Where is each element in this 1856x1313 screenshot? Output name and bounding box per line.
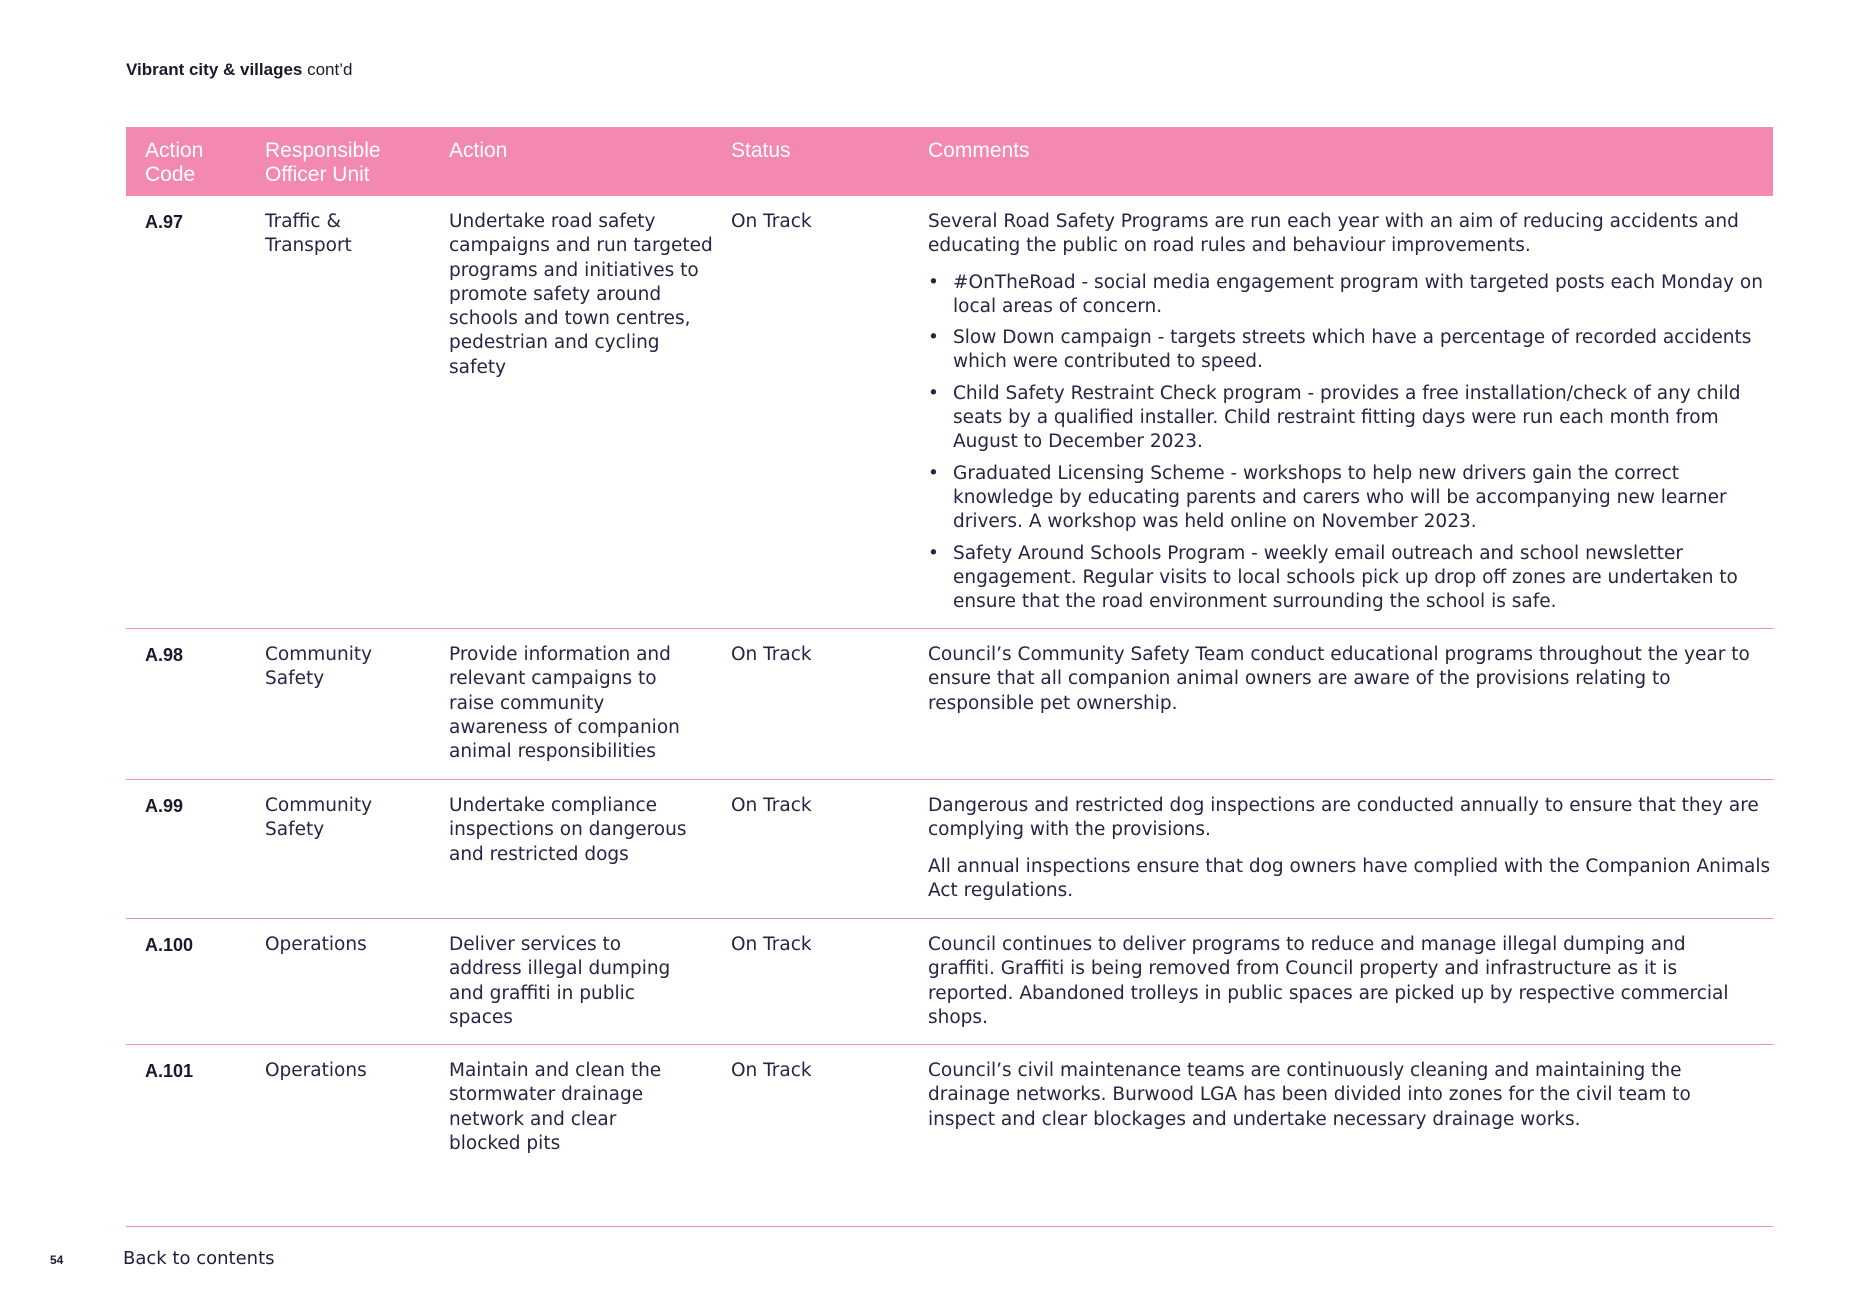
section-title: Vibrant city & villages [126, 60, 303, 79]
column-header-comments: Comments [928, 139, 1030, 162]
action-code: A.97 [145, 212, 184, 232]
table-header [126, 127, 1773, 196]
table-row [126, 919, 1773, 1045]
column-header-status: Status [731, 139, 791, 162]
bullet-icon: • [928, 542, 939, 564]
status-text: On Track [731, 934, 812, 955]
section-header [126, 60, 352, 80]
list-item [928, 326, 1773, 375]
list-item [928, 462, 1773, 535]
status-text: On Track [731, 644, 812, 665]
comment-paragraph: Dangerous and restricted dog inspections are conducted annually to ensure that they are complying with the provisions. [928, 795, 1759, 841]
bullet-icon: • [928, 327, 939, 349]
bullet-text: Slow Down campaign - targets streets which have a percentage of recorded accidents which were contributed to speed. [953, 327, 1752, 373]
bullet-icon: • [928, 271, 939, 293]
list-item [928, 382, 1773, 455]
table-row [126, 1045, 1773, 1215]
comment-paragraph: Council continues to deliver programs to reduce and manage illegal dumping and graffiti. Graffiti is being removed from Council property and infrastructure as it is reported. Abandoned trolleys in public spaces are picked up by respective commercial shops. [928, 934, 1729, 1028]
comments [928, 794, 1773, 915]
comment-paragraph: Council’s civil maintenance teams are continuously cleaning and maintaining the drainage networks. Burwood LGA has been divided into zones for the civil team to inspect and clear blockages and undertake necessary drainage works. [928, 1060, 1691, 1130]
actions-table [126, 127, 1773, 1215]
responsible-unit: Operations [265, 1060, 367, 1081]
back-to-contents-link[interactable]: Back to contents [123, 1248, 275, 1269]
bullet-text: #OnTheRoad - social media engagement program with targeted posts each Monday on local areas of concern. [953, 271, 1763, 317]
list-item [928, 271, 1773, 320]
action-text: Maintain and clean the stormwater drainage network and clear blocked pits [449, 1060, 662, 1154]
list-item [928, 542, 1773, 615]
comment-paragraph: Several Road Safety Programs are run each year with an aim of reducing accidents and educating the public on road rules and behaviour improvements. [928, 211, 1739, 257]
bullet-text: Graduated Licensing Scheme - workshops to help new drivers gain the correct knowledge by educating parents and carers who will be accompanying new learner drivers. A workshop was held online on November 2023. [953, 462, 1727, 533]
comments [928, 210, 1773, 621]
table-row [126, 780, 1773, 919]
action-text: Deliver services to address illegal dumping and graffiti in public spaces [449, 934, 671, 1028]
column-header-action-code: Action Code [145, 139, 204, 186]
bullet-icon: • [928, 462, 939, 484]
comments [928, 933, 1748, 1042]
table-row [126, 196, 1773, 629]
comment-paragraph: Council’s Community Safety Team conduct educational programs throughout the year to ensure that all companion animal owners are aware of the provisions relating to responsible pet ownership. [928, 644, 1750, 714]
action-text: Undertake compliance inspections on dangerous and restricted dogs [449, 795, 687, 865]
status-text: On Track [731, 795, 812, 816]
status-text: On Track [731, 211, 812, 232]
action-text: Undertake road safety campaigns and run targeted programs and initiatives to promote safety around schools and town centres, pedestrian and cycling safety [449, 211, 713, 378]
bullet-text: Safety Around Schools Program - weekly email outreach and school newsletter engagement. Regular visits to local schools pick up drop off zones are undertaken to ensure that the road environment surrounding the school is safe. [953, 542, 1738, 613]
comment-paragraph: All annual inspections ensure that dog owners have complied with the Companion Animals Act regulations. [928, 855, 1771, 901]
bullet-text: Child Safety Restraint Check program - provides a free installation/check of any child seats by a qualified installer. Child restraint fitting days were run each month from August to December 2023. [953, 382, 1741, 453]
bullet-icon: • [928, 382, 939, 404]
action-text: Provide information and relevant campaigns to raise community awareness of companion animal responsibilities [449, 644, 680, 763]
comments [928, 643, 1773, 728]
action-code: A.98 [145, 645, 184, 665]
comments [928, 1059, 1743, 1144]
column-header-responsible-unit: Responsible Officer Unit [265, 139, 381, 186]
action-code: A.100 [145, 935, 194, 955]
footer-divider [126, 1226, 1773, 1227]
page-number: 54 [50, 1253, 64, 1267]
action-code: A.99 [145, 796, 184, 816]
column-header-action: Action [449, 139, 508, 162]
comment-bullet-list [928, 271, 1773, 615]
responsible-unit: Traffic & Transport [265, 211, 352, 257]
responsible-unit: Community Safety [265, 795, 373, 841]
table-row [126, 629, 1773, 780]
action-code: A.101 [145, 1061, 194, 1081]
status-text: On Track [731, 1060, 812, 1081]
responsible-unit: Community Safety [265, 644, 373, 690]
responsible-unit: Operations [265, 934, 367, 955]
section-title-suffix: cont’d [302, 60, 353, 79]
